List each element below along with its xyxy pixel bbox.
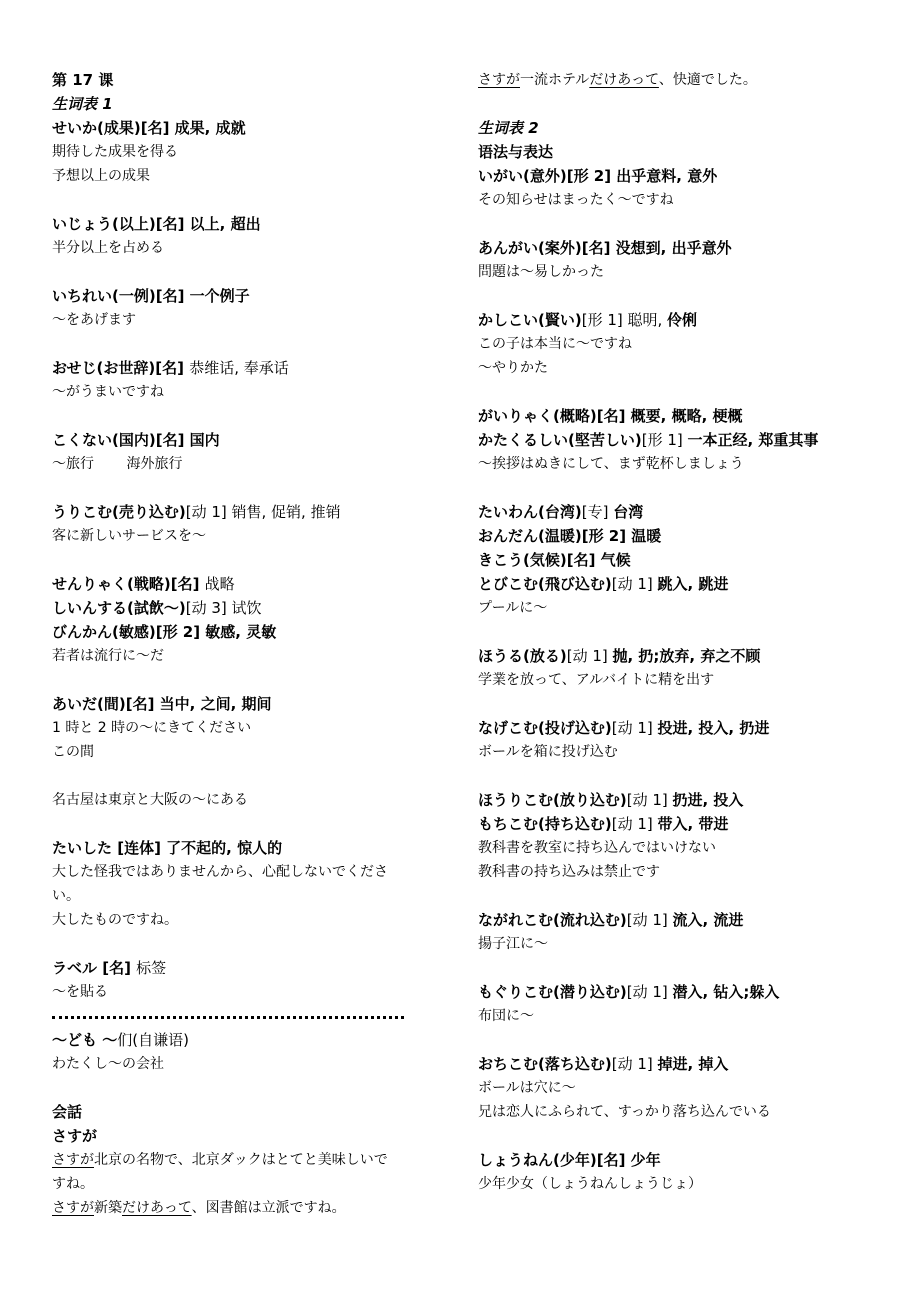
text-segment: い。: [52, 888, 80, 904]
example-sentence: [478, 68, 898, 92]
entry-heading: [52, 500, 462, 524]
entry-heading: [52, 68, 462, 92]
text-segment: すね。: [52, 1176, 94, 1192]
text-segment: 一流ホテル: [520, 72, 590, 88]
entry-heading: [478, 404, 898, 428]
text-segment: せいか(成果)[名] 成果, 成就: [52, 119, 246, 137]
example-sentence: [52, 980, 462, 1004]
entry-heading: [52, 956, 462, 980]
text-segment: [动 1]: [611, 719, 658, 737]
blank-line: [52, 548, 462, 572]
blank-line: [52, 404, 462, 428]
example-sentence: [52, 1172, 462, 1196]
text-segment: [动 1]: [611, 815, 658, 833]
text-segment: プールに～: [478, 600, 548, 616]
example-sentence: [478, 932, 898, 956]
text-segment: 客に新しいサービスを～: [52, 528, 206, 544]
blank-line: [478, 956, 898, 980]
entry-heading: [52, 1028, 462, 1052]
blank-line: [52, 812, 462, 836]
text-segment: [动 1]: [626, 983, 673, 1001]
text-segment: 投进, 投入, 扔进: [657, 719, 770, 737]
text-segment: 、快適でした。: [658, 72, 757, 88]
example-sentence: [478, 1172, 898, 1196]
text-segment: ボールを箱に投げ込む: [478, 744, 618, 760]
example-sentence: [478, 356, 898, 380]
text-segment: 跳入, 跳进: [657, 575, 729, 593]
text-segment: 战略: [204, 575, 235, 593]
text-segment: 一本正经, 郑重其事: [687, 431, 819, 449]
text-segment: たいわん(台湾): [478, 503, 582, 521]
entry-heading: [478, 500, 898, 524]
text-segment: 揚子江に～: [478, 936, 548, 952]
blank-line: [478, 764, 898, 788]
entry-heading: [478, 812, 898, 836]
blank-line: [478, 476, 898, 500]
text-segment: ラベル [名]: [52, 959, 137, 977]
blank-line: [478, 284, 898, 308]
entry-heading: [478, 1052, 898, 1076]
blank-line: [52, 188, 462, 212]
entry-heading: [52, 356, 462, 380]
text-segment: 教科書を教室に持ち込んではいけない: [478, 840, 716, 856]
text-segment: もぐりこむ(潜り込む): [478, 983, 627, 1001]
text-segment: [动 1]: [611, 575, 658, 593]
example-sentence: [52, 308, 462, 332]
text-segment: ボールは穴に～: [478, 1080, 576, 1096]
text-segment: 学業を放って、アルバイトに精を出す: [478, 672, 715, 688]
text-segment: 台湾: [613, 503, 644, 521]
text-segment: おせじ(お世辞)[名]: [52, 359, 190, 377]
text-segment: 生词表 1: [52, 95, 113, 113]
blank-line: [52, 932, 462, 956]
text-segment: 半分以上を占める: [52, 240, 164, 256]
example-sentence: [478, 332, 898, 356]
entry-heading: [478, 428, 898, 452]
text-segment: 兄は恋人にふられて、すっかり落ち込んでいる: [478, 1104, 771, 1120]
text-segment: しょうねん(少年)[名] 少年: [478, 1151, 661, 1169]
entry-heading: [478, 716, 898, 740]
example-sentence: [478, 836, 898, 860]
text-segment: がいりゃく(概略)[名] 概要, 概略, 梗概: [478, 407, 743, 425]
text-segment: いがい(意外)[形 2] 出乎意料, 意外: [478, 167, 718, 185]
blank-line: [478, 380, 898, 404]
text-segment: 布団に～: [478, 1008, 534, 1024]
entry-heading: [52, 572, 462, 596]
text-segment: 带入, 带进: [657, 815, 729, 833]
example-sentence: [478, 1100, 898, 1124]
text-segment: [动 1]: [611, 1055, 658, 1073]
text-segment: ～を貼る: [52, 984, 108, 1000]
example-sentence: [478, 668, 898, 692]
text-segment: ～挨拶はぬきにして、まず乾杯しましょう: [478, 456, 744, 472]
entry-heading: [52, 596, 462, 620]
text-segment: [动 1]: [626, 791, 673, 809]
underlined-phrase: だけあって: [589, 72, 659, 88]
example-sentence: [478, 1076, 898, 1100]
blank-line: [52, 1076, 462, 1100]
entry-heading: [478, 524, 898, 548]
text-segment: 問題は～易しかった: [478, 264, 604, 280]
text-segment: 教科書の持ち込みは禁止です: [478, 864, 660, 880]
text-segment: いじょう(以上)[名] 以上, 超出: [52, 215, 261, 233]
example-sentence: [478, 452, 898, 476]
text-segment: 大した怪我ではありませんから、心配しないでくださ: [52, 864, 388, 880]
example-sentence: [52, 1148, 462, 1172]
text-segment: [形 1] 聪明,: [581, 311, 668, 329]
entry-heading: [52, 92, 462, 116]
text-segment: しいんする(試飲～): [52, 599, 186, 617]
underlined-phrase: さすが: [52, 1200, 94, 1216]
example-sentence: [52, 908, 462, 932]
text-segment: ～をあげます: [52, 312, 136, 328]
entry-heading: [52, 836, 462, 860]
text-segment: 名古屋は東京と大阪の～にある: [52, 792, 248, 808]
text-segment: きこう(気候)[名] 气候: [478, 551, 631, 569]
example-sentence: [478, 188, 898, 212]
example-sentence: [52, 716, 462, 740]
underlined-phrase: さすが: [52, 1152, 94, 1168]
entry-heading: [478, 236, 898, 260]
text-segment: 会話: [52, 1103, 83, 1121]
text-segment: せんりゃく(戦略)[名]: [52, 575, 205, 593]
text-segment: ～旅行 海外旅行: [52, 456, 183, 472]
blank-line: [52, 764, 462, 788]
text-segment: 生词表 2: [478, 119, 539, 137]
underlined-phrase: さすが: [478, 72, 520, 88]
example-sentence: [478, 740, 898, 764]
text-segment: とびこむ(飛び込む): [478, 575, 612, 593]
entry-heading: [52, 212, 462, 236]
text-segment: びんかん(敏感)[形 2] 敏感, 灵敏: [52, 623, 277, 641]
text-segment: あいだ(間)[名] 当中, 之间, 期间: [52, 695, 272, 713]
text-segment: [动 1]: [626, 911, 673, 929]
blank-line: [478, 884, 898, 908]
text-segment: [形 1]: [641, 431, 688, 449]
text-segment: おんだん(温暖)[形 2] 温暖: [478, 527, 662, 545]
example-sentence: [478, 260, 898, 284]
text-segment: ～やりかた: [478, 360, 548, 376]
text-segment: かたくるしい(堅苦しい): [478, 431, 642, 449]
entry-heading: [478, 788, 898, 812]
text-segment: [动 1] 销售, 促销, 推销: [185, 503, 341, 521]
text-segment: 北京の名物で、北京ダックはとてと美味しいで: [94, 1152, 388, 1168]
text-segment: 恭维话, 奉承话: [189, 359, 289, 377]
text-segment: その知らせはまったく～ですね: [478, 192, 674, 208]
blank-line: [52, 668, 462, 692]
example-sentence: [52, 644, 462, 668]
text-segment: [专]: [581, 503, 614, 521]
text-segment: 、図書館は立派ですね。: [191, 1200, 346, 1216]
example-sentence: [52, 452, 462, 476]
example-sentence: [52, 1196, 462, 1220]
text-segment: 流入, 流进: [672, 911, 744, 929]
text-segment: たいした [连体] 了不起的, 惊人的: [52, 839, 283, 857]
example-sentence: [52, 740, 462, 764]
blank-line: [478, 92, 898, 116]
text-segment: ながれこむ(流れ込む): [478, 911, 627, 929]
text-segment: うりこむ(売り込む): [52, 503, 186, 521]
blank-line: [52, 476, 462, 500]
example-sentence: [478, 1004, 898, 1028]
entry-heading: [478, 980, 898, 1004]
entry-heading: [52, 1100, 462, 1124]
text-segment: [动 1]: [566, 647, 613, 665]
blank-line: [52, 260, 462, 284]
text-segment: あんがい(案外)[名] 没想到, 出乎意外: [478, 239, 732, 257]
entry-heading: [52, 1124, 462, 1148]
entry-heading: [52, 620, 462, 644]
entry-heading: [52, 284, 462, 308]
text-segment: 伶俐: [667, 311, 698, 329]
text-segment: もちこむ(持ち込む): [478, 815, 612, 833]
text-segment: なげこむ(投げ込む): [478, 719, 612, 737]
text-segment: [动 3] 试饮: [185, 599, 262, 617]
right-column: [478, 68, 898, 1196]
example-sentence: [52, 236, 462, 260]
entry-heading: [478, 908, 898, 932]
text-segment: 大したものですね。: [52, 912, 178, 928]
text-segment: 语法与表达: [478, 143, 554, 161]
text-segment: かしこい(賢い): [478, 311, 582, 329]
text-segment: 1 時と 2 時の～にきてください: [52, 720, 252, 736]
blank-line: [52, 332, 462, 356]
entry-heading: [478, 644, 898, 668]
entry-heading: [478, 164, 898, 188]
text-segment: 予想以上の成果: [52, 168, 150, 184]
text-segment: 第 17 课: [52, 71, 114, 89]
text-segment: 少年少女（しょうねんしょうじょ）: [478, 1176, 702, 1192]
example-sentence: [478, 860, 898, 884]
text-segment: この子は本当に～ですね: [478, 336, 632, 352]
entry-heading: [478, 1148, 898, 1172]
example-sentence: [52, 884, 462, 908]
blank-line: [478, 1028, 898, 1052]
example-sentence: [52, 1052, 462, 1076]
entry-heading: [52, 692, 462, 716]
example-sentence: [52, 860, 462, 884]
text-segment: 标签: [136, 959, 167, 977]
text-segment: ～がうまいですね: [52, 384, 164, 400]
entry-heading: [52, 116, 462, 140]
text-segment: ほうる(放る): [478, 647, 567, 665]
text-segment: こくない(国内)[名] 国内: [52, 431, 220, 449]
blank-line: [478, 212, 898, 236]
text-segment: ほうりこむ(放り込む): [478, 791, 627, 809]
text-segment: 抛, 扔;放弃, 弃之不顾: [612, 647, 761, 665]
text-segment: 掉进, 掉入: [657, 1055, 729, 1073]
entry-heading: [478, 140, 898, 164]
dotted-separator: [52, 1004, 462, 1028]
text-segment: 们(自谦语): [117, 1031, 189, 1049]
text-segment: この間: [52, 744, 94, 760]
text-segment: ～ども ～: [52, 1031, 118, 1049]
entry-heading: [52, 428, 462, 452]
blank-line: [478, 1124, 898, 1148]
text-segment: 潜入, 钻入;躲入: [672, 983, 780, 1001]
entry-heading: [478, 308, 898, 332]
entry-heading: [478, 116, 898, 140]
example-sentence: [52, 788, 462, 812]
example-sentence: [52, 524, 462, 548]
left-column: [52, 68, 462, 1220]
example-sentence: [52, 164, 462, 188]
text-segment: 若者は流行に～だ: [52, 648, 164, 664]
entry-heading: [478, 572, 898, 596]
blank-line: [478, 692, 898, 716]
text-segment: 期待した成果を得る: [52, 144, 178, 160]
blank-line: [478, 620, 898, 644]
example-sentence: [52, 380, 462, 404]
underlined-phrase: だけあって: [122, 1200, 192, 1216]
text-segment: いちれい(一例)[名] 一个例子: [52, 287, 250, 305]
text-segment: わたくし～の会社: [52, 1056, 164, 1072]
entry-heading: [478, 548, 898, 572]
text-segment: 扔进, 投入: [672, 791, 744, 809]
text-segment: さすが: [52, 1127, 98, 1145]
text-segment: おちこむ(落ち込む): [478, 1055, 612, 1073]
text-segment: 新築: [94, 1200, 122, 1216]
example-sentence: [52, 140, 462, 164]
example-sentence: [478, 596, 898, 620]
